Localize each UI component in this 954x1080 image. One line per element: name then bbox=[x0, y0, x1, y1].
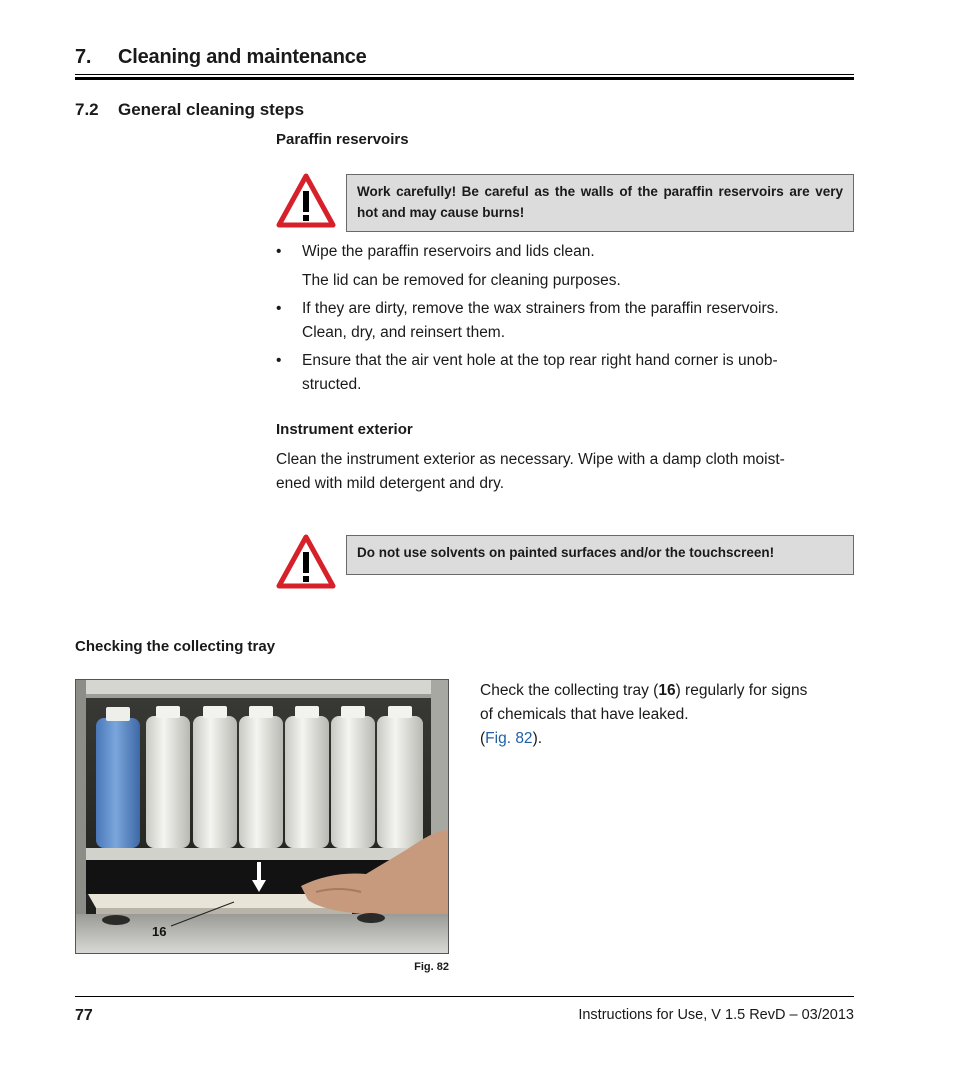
tray-ref-close: ). bbox=[532, 730, 543, 747]
exterior-heading: Instrument exterior bbox=[276, 421, 413, 438]
bullet-item bbox=[276, 240, 856, 290]
chapter-number: 7. bbox=[75, 46, 92, 68]
warning-text-hot-reservoirs: Work carefully! Be careful as the walls of the paraffin reservoirs are very hot and may cause burns! bbox=[357, 184, 843, 220]
tray-reference bbox=[480, 727, 860, 751]
bullet-line: Wipe the paraffin reservoirs and lids clean. bbox=[302, 243, 595, 260]
tray-paragraph bbox=[480, 679, 860, 751]
bullet-dot: • bbox=[276, 243, 282, 260]
warning-triangle-icon bbox=[276, 172, 336, 228]
bullet-line: If they are dirty, remove the wax strainers from the paraffin reservoirs. bbox=[302, 300, 779, 317]
tray-text-post: ) regularly for signs bbox=[675, 682, 808, 699]
warning-text-solvents: Do not use solvents on painted surfaces and/or the touchscreen! bbox=[357, 545, 775, 560]
section-title bbox=[75, 100, 304, 120]
callout-label-16: 16 bbox=[152, 924, 167, 939]
tray-line bbox=[480, 679, 860, 703]
bullet-item bbox=[276, 297, 856, 347]
bullet-line: structed. bbox=[302, 376, 362, 393]
fig-82-link[interactable]: Fig. 82 bbox=[485, 730, 533, 747]
header-rule-thin bbox=[75, 74, 854, 75]
tray-heading: Checking the collecting tray bbox=[75, 638, 276, 655]
page-number: 77 bbox=[75, 1007, 93, 1024]
exterior-line: Clean the instrument exterior as necessary. Wipe with a damp cloth moist- bbox=[276, 451, 785, 468]
document-info: Instructions for Use, V 1.5 RevD – 03/2013 bbox=[578, 1007, 854, 1023]
exterior-paragraph bbox=[276, 448, 856, 496]
bullet-line: Clean, dry, and reinsert them. bbox=[302, 324, 506, 341]
tray-ref-open: ( bbox=[480, 730, 486, 747]
collecting-tray-photo bbox=[75, 679, 449, 954]
tray-text-pre: Check the collecting tray ( bbox=[480, 682, 659, 699]
bullet-item bbox=[276, 349, 856, 399]
exterior-line: ened with mild detergent and dry. bbox=[276, 475, 505, 492]
bullet-line: Ensure that the air vent hole at the top rear right hand corner is unob- bbox=[302, 352, 778, 369]
chapter-title-text: Cleaning and maintenance bbox=[118, 46, 367, 68]
warning-box-solvents bbox=[346, 535, 854, 575]
figure-caption: Fig. 82 bbox=[414, 961, 449, 973]
paraffin-heading: Paraffin reservoirs bbox=[276, 131, 409, 148]
warning-box-hot-reservoirs bbox=[346, 174, 854, 232]
tray-line: of chemicals that have leaked. bbox=[480, 706, 689, 723]
bullet-line: The lid can be removed for cleaning purposes. bbox=[302, 272, 621, 289]
bullet-dot: • bbox=[276, 300, 282, 317]
chapter-title bbox=[75, 46, 854, 69]
footer-rule bbox=[75, 996, 854, 997]
tray-text-bold: 16 bbox=[658, 682, 676, 699]
section-title-text: General cleaning steps bbox=[118, 100, 305, 119]
section-number: 7.2 bbox=[75, 100, 99, 119]
bullet-dot: • bbox=[276, 352, 282, 369]
warning-triangle-icon bbox=[276, 533, 336, 589]
header-rule-thick bbox=[75, 77, 854, 80]
collecting-tray-illustration bbox=[76, 680, 448, 953]
